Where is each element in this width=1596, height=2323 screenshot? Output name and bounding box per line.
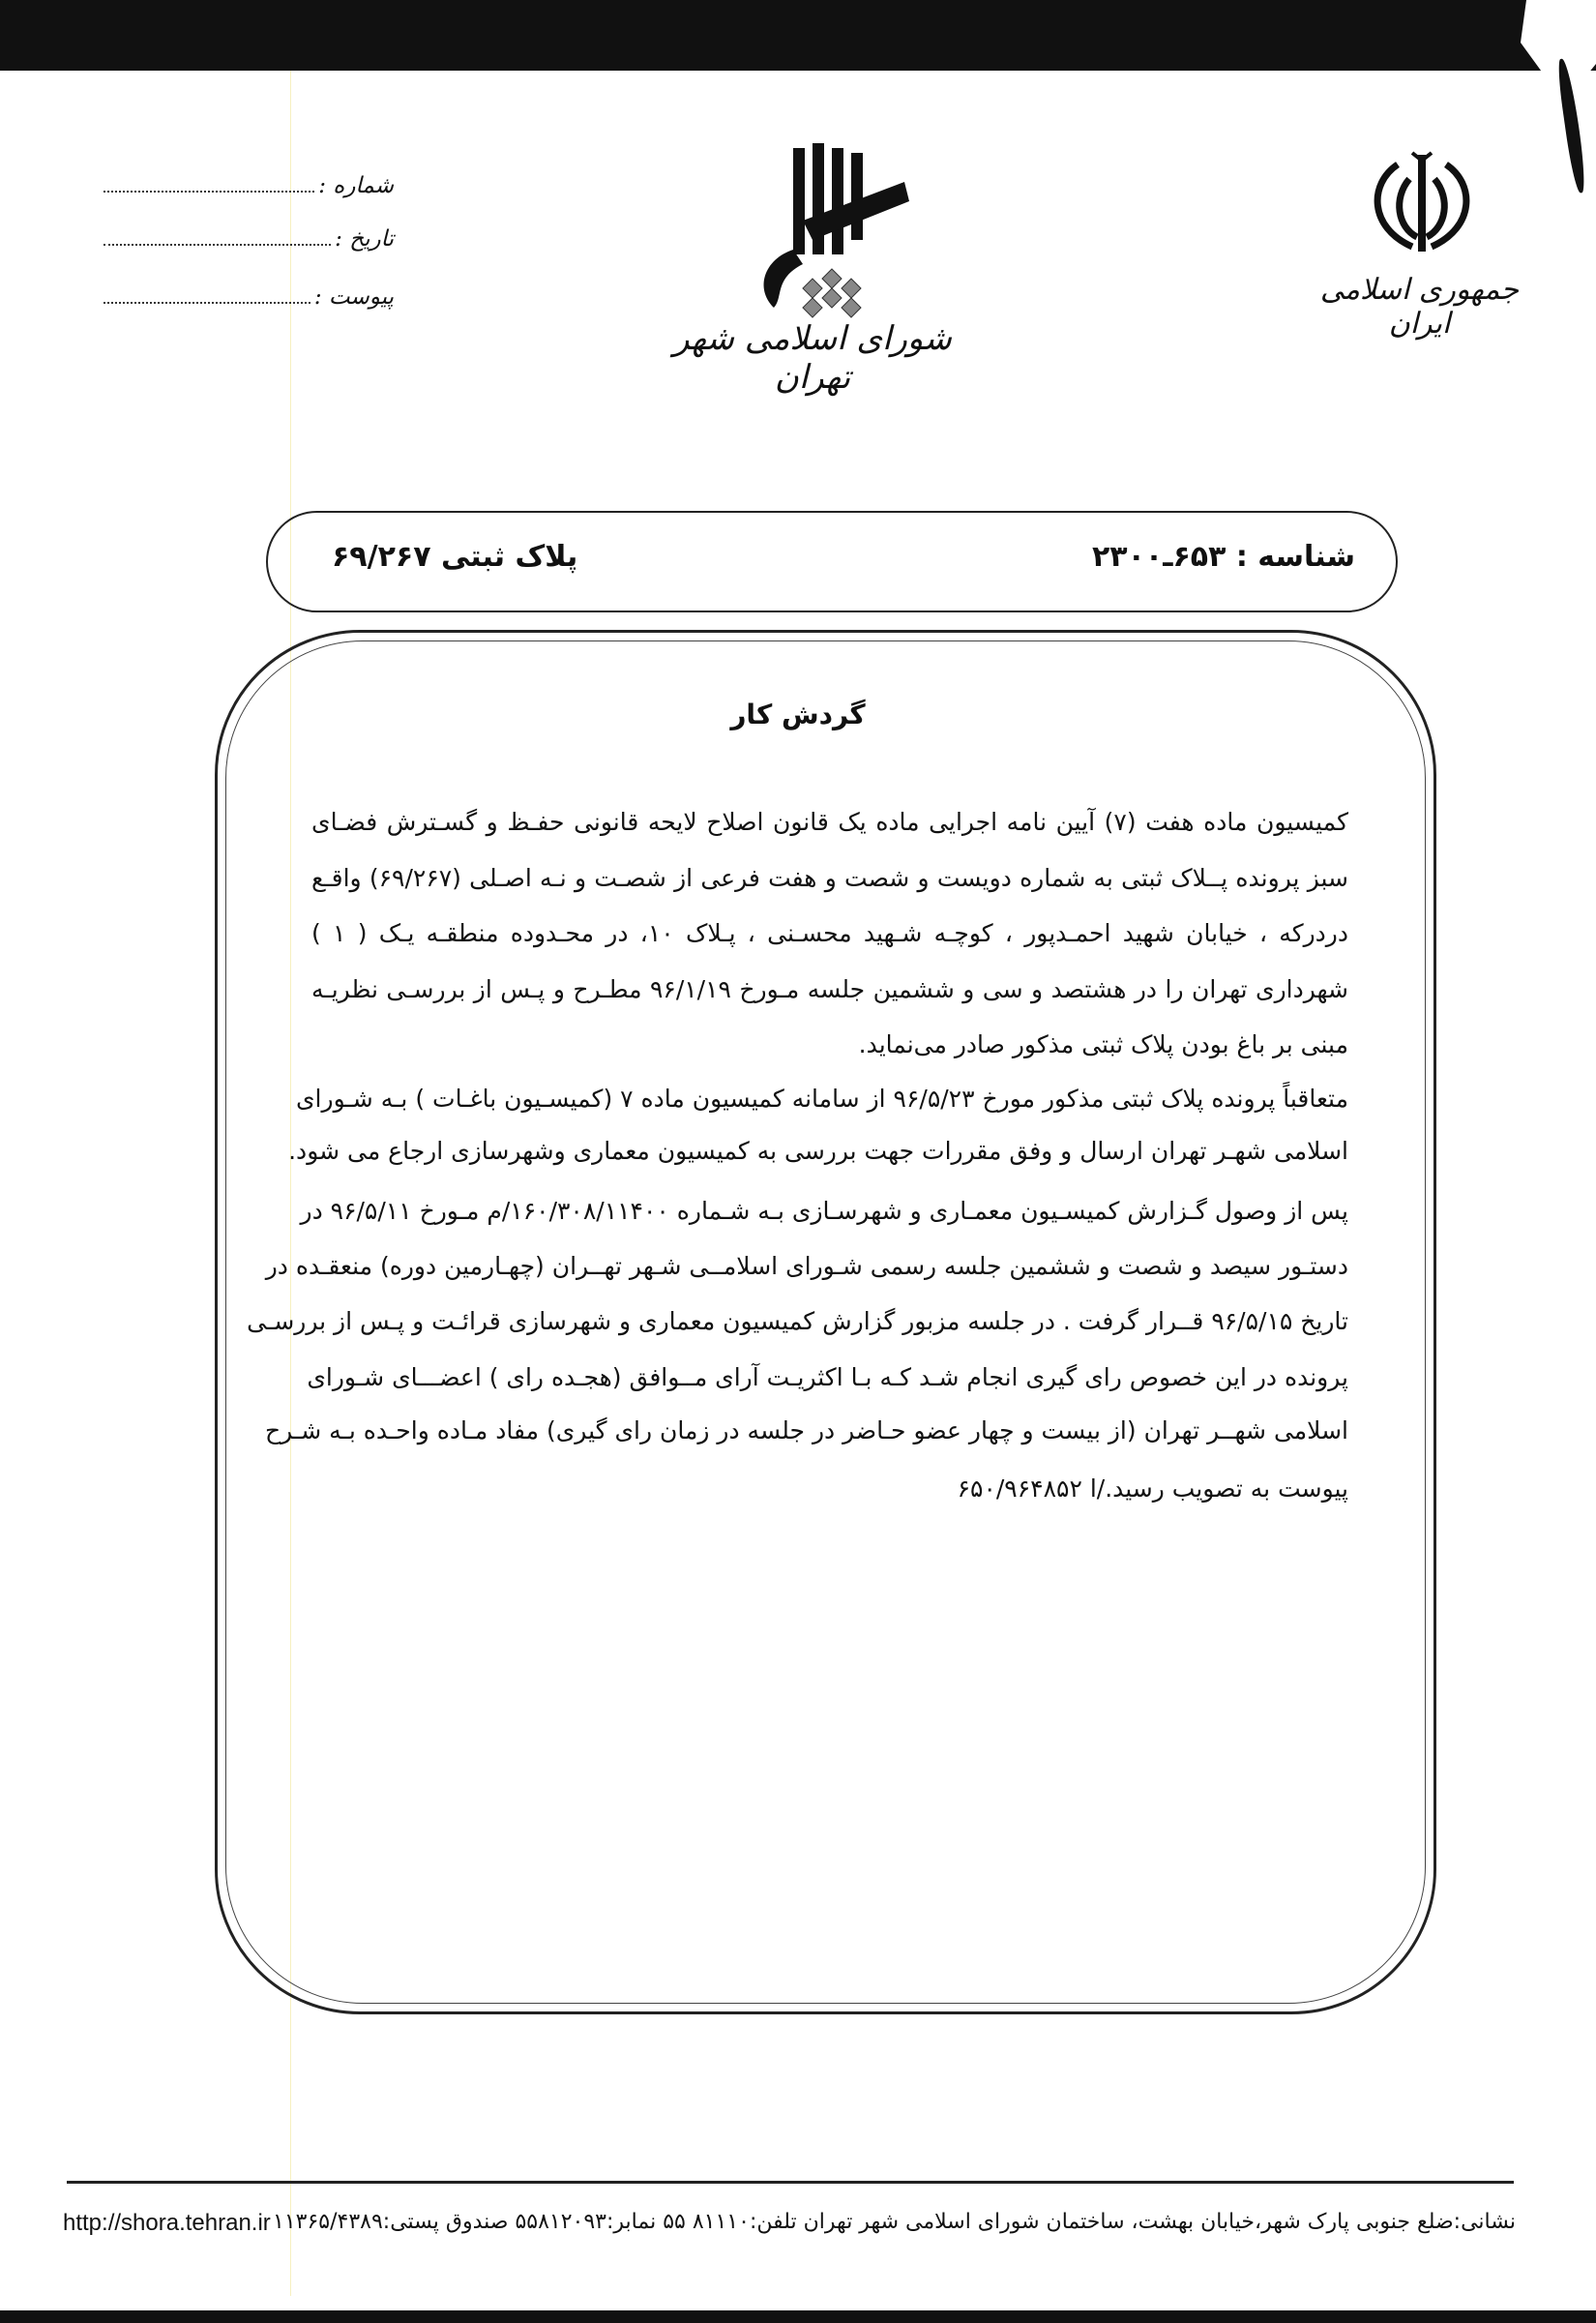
tehran-council-logo [735,143,929,337]
date-blank [103,244,331,246]
body-line: مبنی بر باغ بودن پلاک ثبتی مذکور صادر می‌نماید. [858,1030,1348,1058]
workflow-title: گردش کار [730,699,866,730]
registered-plot: پلاک ثبتی ۶۹/۲۶۷ [332,540,578,574]
body-line: پرونده در این خصوص رای گیری انجام شـد کـه بـا اکثریـت آرای مــوافق (هجـده رای ) اعضـــای شـورای [307,1363,1348,1391]
identifier-box [266,511,1398,612]
scan-bottom-edge [0,2310,1596,2323]
attachment-blank [103,302,310,304]
number-blank [103,191,314,193]
footer [63,2210,1516,2237]
attachment-field [103,271,394,310]
body-line: اسلامی شهــر تهران (از بیست و چهار عضو حـاضر در جلسه در زمان رای گیری) مفاد مـاده واحـده بـه شـرح [264,1416,1348,1444]
body-line: پس از وصول گـزارش کمیسـیون معمـاری و شهرسـازی بـه شـماره ۱۶۰/۳۰۸/۱۱۴۰۰/م مـورخ ۹۶/۵/۱۱ در [300,1197,1348,1225]
attachment-label: پیوست : [313,284,394,310]
iran-emblem-icon [1359,145,1485,256]
footer-url[interactable]: http://shora.tehran.ir [63,2210,271,2236]
body-line: دردرکه ، خیابان شهید احمـدپور ، کوچـه شـهید محسـنی ، پـلاک ۱۰، در محـدوده منطقـه یـک ( ۱ ) [311,919,1349,947]
council-name: شورای اسلامی شهر تهران [673,319,952,397]
number-field [103,160,394,198]
body-line: متعاقباً پرونده پلاک ثبتی مذکور مورخ ۹۶/۵/۲۳ از سامانه کمیسیون ماده ۷ (کمیسـیون باغـات ) بـه شـورای [295,1085,1348,1113]
date-field [103,213,394,252]
body-line: شهرداری تهران را در هشتصد و سی و ششمین جلسه مـورخ ۹۶/۱/۱۹ مطـرح و پـس از بررسـی نظریـه [311,975,1348,1003]
body-line: سبز پرونده پــلاک ثبتی به شماره دویست و شصت و هفت فرعی از شصـت و نـه اصـلی (۶۹/۲۶۷) واقـع [311,864,1348,892]
footer-address: نشانی:ضلع جنوبی پارک شهر،خیابان بهشت، ساختمان شورای اسلامی شهر تهران تلفن:۸۱۱۱۰ ۵۵ نمابر:۵۵۸۱۲۰۹۳ صندوق پستی:۱۱۳۶۵/۴۳۸۹ [273,2210,1516,2234]
scan-top-edge [0,0,1596,71]
body-line: اسلامی شهـر تهران ارسال و وفق مقررات جهت بررسی به کمیسیون معماری وشهرسازی ارجاع می شود. [288,1137,1348,1165]
government-title: جمهوری اسلامی ایران [1319,273,1520,341]
body-line: پیوست به تصویب رسید./ا ۶۵۰/۹۶۴۸۵۲ [957,1474,1348,1503]
body-line: دستـور سیصد و شصت و ششمین جلسه رسمی شـورای اسلامــی شـهر تهــران (چهـارمین دوره) منعقـده در [265,1252,1348,1280]
number-label: شماره : [318,173,394,198]
date-label: تاریخ : [335,226,394,252]
body-line: تاریخ ۹۶/۵/۱۵ قــرار گرفت . در جلسه مزبور گزارش کمیسیون معماری و شهرسازی قرائـت و پـس از بررسـی [247,1307,1348,1335]
body-line: کمیسیون ماده هفت (۷) آیین نامه اجرایی ماده یک قانون اصلاح لایحه قانونی حفـظ و گسـترش فضـای [311,808,1348,836]
footer-divider [67,2181,1514,2184]
identifier: شناسه : ۶۵۳ـ۲۳۰۰ [1091,540,1355,574]
